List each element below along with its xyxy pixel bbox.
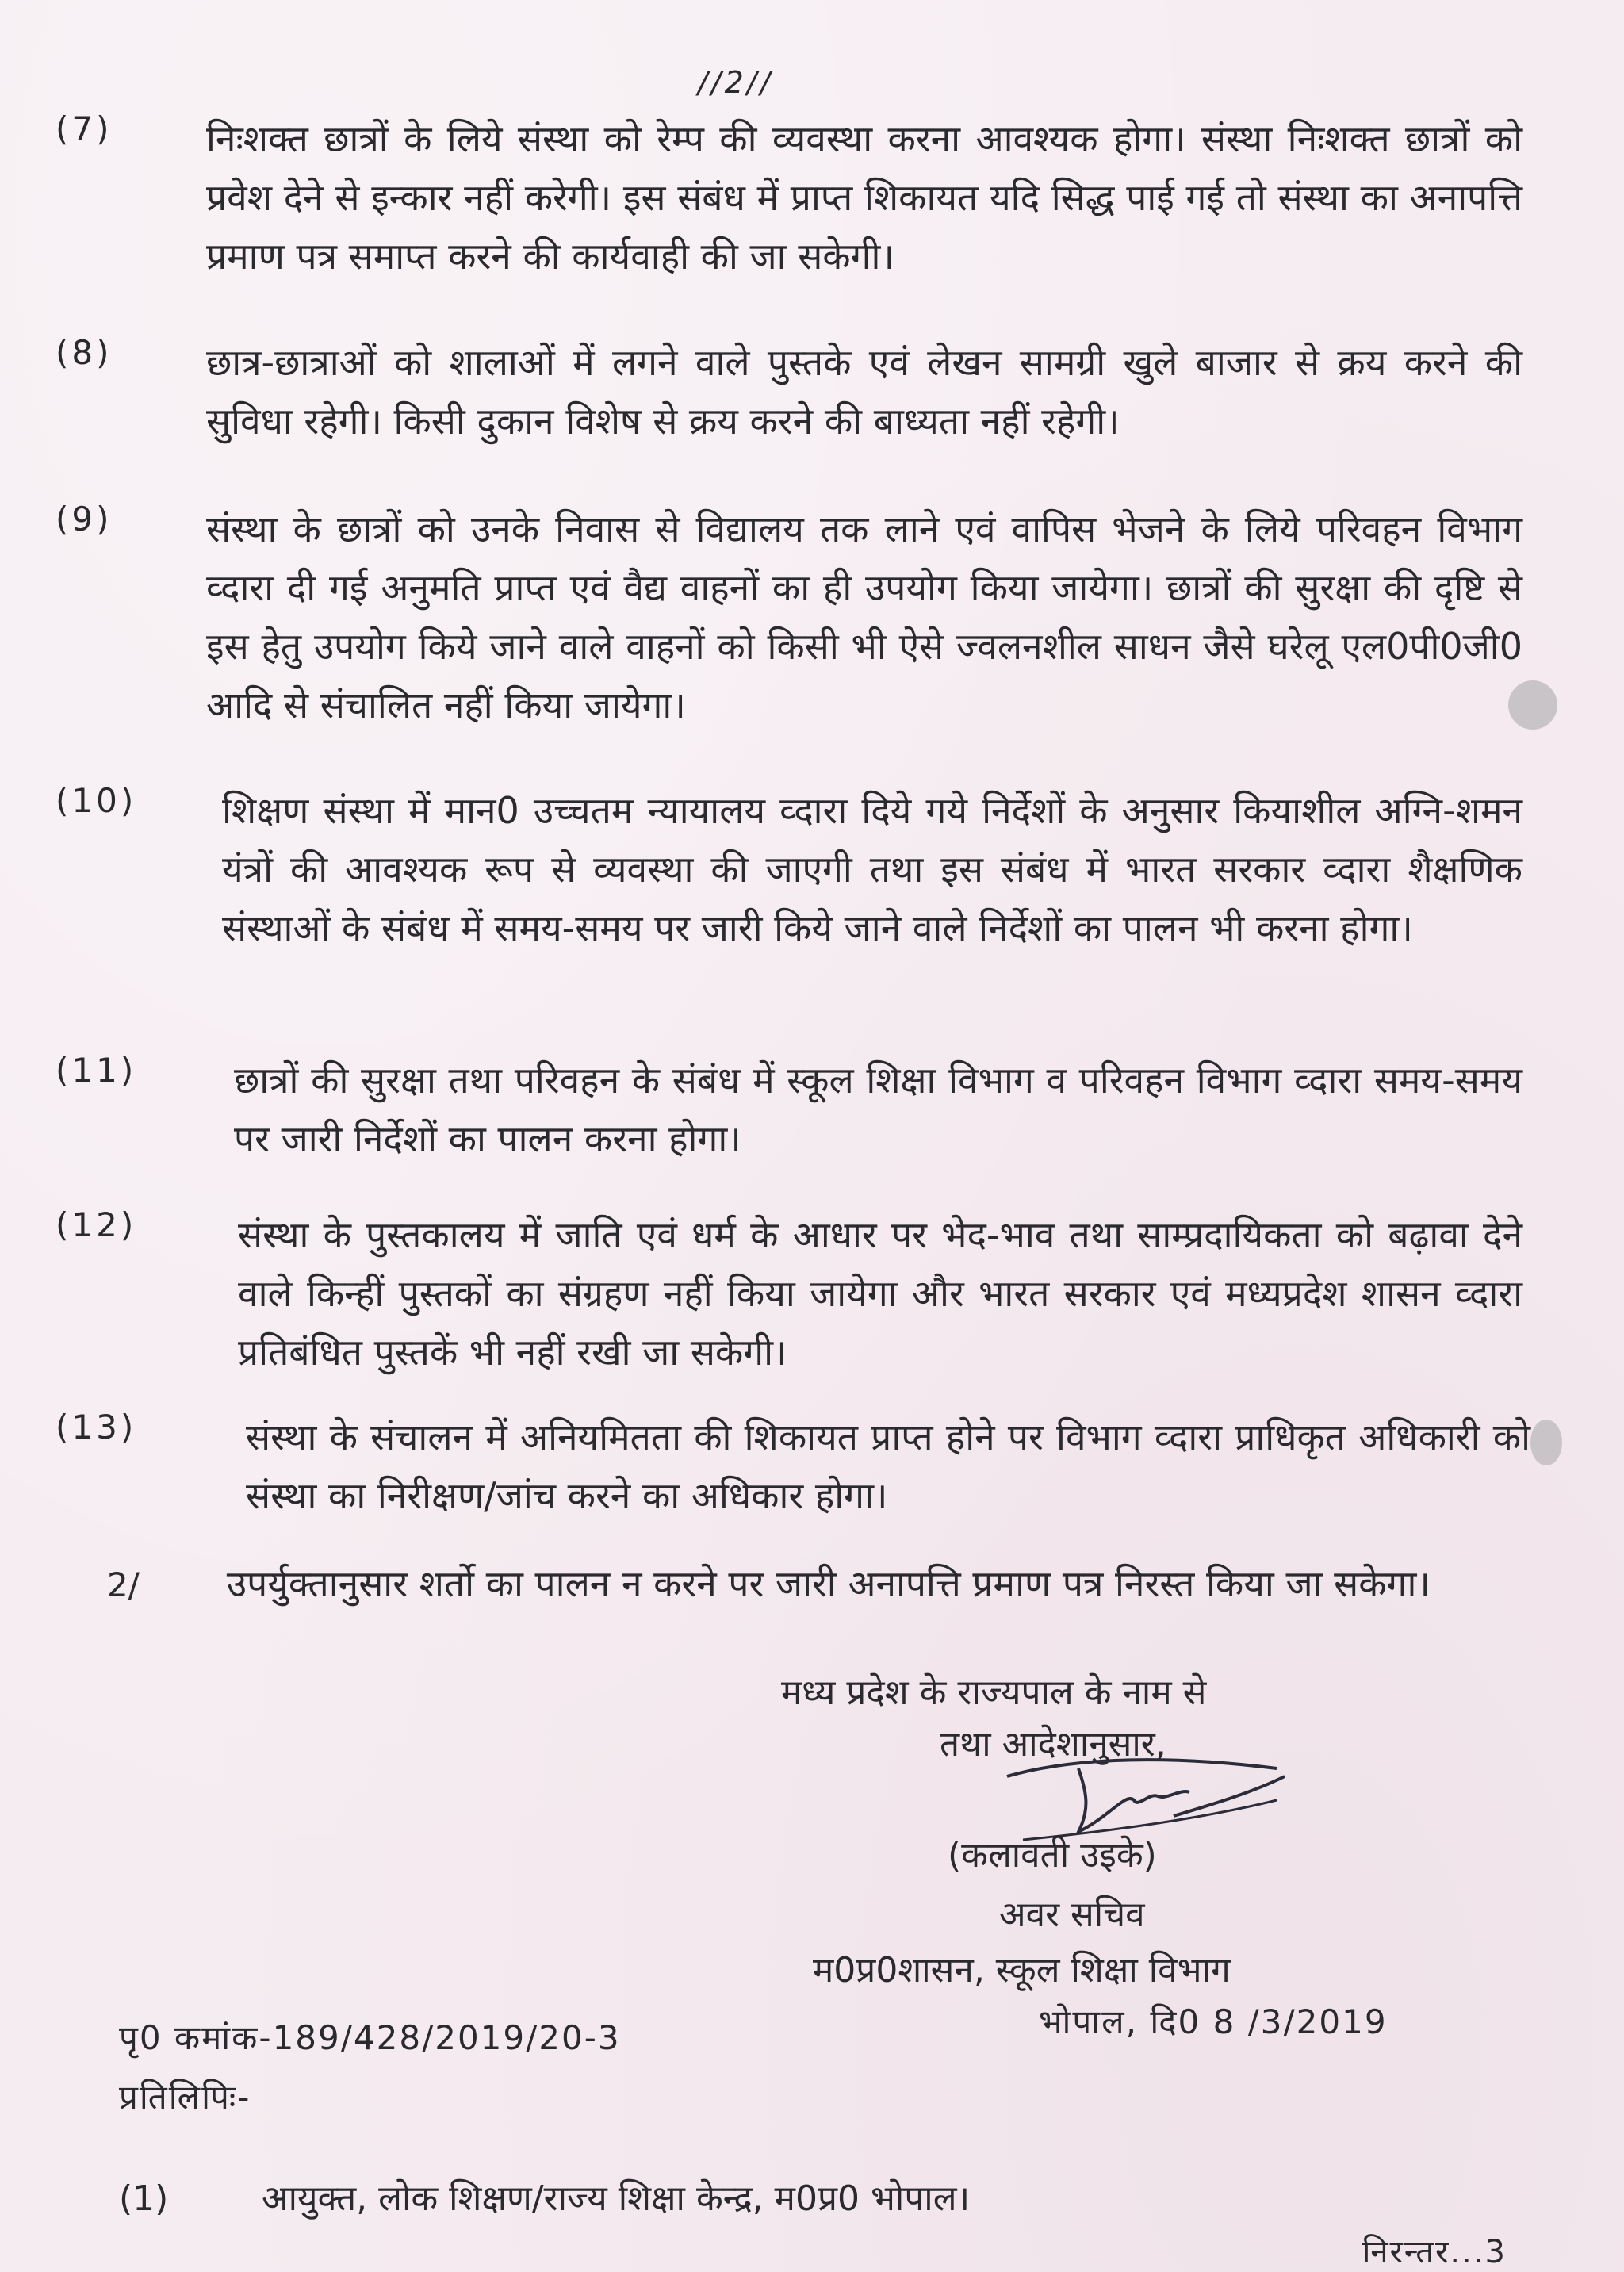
copy-to-item-1 bbox=[119, 2173, 970, 2220]
signatory-line-1: मध्य प्रदेश के राज्यपाल के नाम से bbox=[781, 1672, 1207, 1713]
item-text: छात्रों की सुरक्षा तथा परिवहन के संबंध में स्कूल शिक्षा विभाग व परिवहन विभाग व्दारा समय-समय पर जारी निर्देशों का पालन करना होगा। bbox=[234, 1059, 1522, 1160]
paragraph-2 bbox=[107, 1554, 1503, 1615]
signatory-name: (कलावती उइके) bbox=[948, 1835, 1157, 1875]
item-number: (10) bbox=[56, 781, 137, 820]
item-number: (8) bbox=[56, 333, 113, 372]
place-date: भोपाल, दि0 8 /3/2019 bbox=[1039, 2002, 1388, 2041]
item-text: संस्था के संचालन में अनियमितता की शिकायत प्राप्त होने पर विभाग व्दारा प्राधिकृत अधिकारी को संस्था का निरीक्षण/जांच करने का अधिकार होगा। bbox=[246, 1416, 1530, 1517]
item-text: संस्था के छात्रों को उनके निवास से विद्यालय तक लाने एवं वापिस भेजने के लिये परिवहन विभाग व्दारा दी गई अनुमति प्राप्त एवं वैद्य वाहनों का ही उपयोग किया जायेगा। छात्रों की सुरक्षा की दृष्टि से इस हेतु उपयोग किये जाने वाले वाहनों को किसी भी ऐसे ज्वलनशील साधन जैसे घरेलू एल0पी0जी0 आदि से संचालित नहीं किया जायेगा। bbox=[206, 508, 1522, 726]
punch-hole-mark bbox=[1508, 680, 1557, 730]
signatory-designation: अवर सचिव bbox=[999, 1895, 1145, 1935]
item-text: निःशक्त छात्रों के लिये संस्था को रेम्प की व्यवस्था करना आवश्यक होगा। संस्था निःशक्त छात्रों को प्रवेश देने से इन्कार नहीं करेगी। इस संबंध में प्राप्त शिकायत यदि सिद्ध पाई गई तो संस्था का अनापत्ति प्रमाण पत्र समाप्त करने की कार्यवाही की जा सकेगी। bbox=[206, 117, 1522, 278]
continued-marker: निरन्तर...3 bbox=[1362, 2234, 1507, 2270]
item-number: (12) bbox=[56, 1205, 137, 1244]
item-text: शिक्षण संस्था में मान0 उच्चतम न्यायालय व्दारा दिये गये निर्देशों के अनुसार कियाशील अग्नि-शमन यंत्रों की आवश्यक रूप से व्यवस्था की जाएगी तथा इस संबंध में भारत सरकार व्दारा शैक्षणिक संस्थाओं के संबंध में समय-समय पर जारी किये जाने वाले निर्देशों का पालन भी करना होगा। bbox=[222, 789, 1522, 949]
copy-to-heading: प्रतिलिपिः- bbox=[119, 2078, 251, 2117]
item-number: (11) bbox=[56, 1051, 137, 1090]
item-text: छात्र-छात्राओं को शालाओं में लगने वाले पुस्तके एवं लेखन सामग्री खुले बाजार से क्रय करने की सुविधा रहेगी। किसी दुकान विशेष से क्रय करने की बाध्यता नहीं रहेगी। bbox=[206, 341, 1522, 443]
paragraph-number: 2/ bbox=[107, 1565, 140, 1604]
endorsement-number: पृ0 कमांक-189/428/2019/20-3 bbox=[119, 2018, 621, 2057]
signatory-office: म0प्र0शासन, स्कूल शिक्षा विभाग bbox=[813, 1950, 1231, 1990]
item-text: संस्था के पुस्तकालय में जाति एवं धर्म के आधार पर भेद-भाव तथा साम्प्रदायिकता को बढ़ावा देने वाले किन्हीं पुस्तकों का संग्रहण नहीं किया जायेगा और भारत सरकार एवं मध्यप्रदेश शासन व्दारा प्रतिबंधित पुस्तकें भी नहीं रखी जा सकेगी। bbox=[238, 1213, 1522, 1374]
punch-hole-mark bbox=[1530, 1420, 1562, 1465]
item-number: (13) bbox=[56, 1408, 137, 1446]
page-number: //2// bbox=[698, 65, 774, 100]
copy-item-text: आयुक्त, लोक शिक्षण/राज्य शिक्षा केन्द्र, म0प्र0 भोपाल। bbox=[262, 2178, 971, 2219]
paragraph-text: उपर्युक्तानुसार शर्तो का पालन न करने पर जारी अनापत्ति प्रमाण पत्र निरस्त किया जा सकेगा। bbox=[226, 1562, 1431, 1605]
item-number: (9) bbox=[56, 500, 113, 538]
item-number: (7) bbox=[56, 109, 113, 148]
signatory-line-2: तथा आदेशानुसार, bbox=[940, 1724, 1166, 1764]
copy-item-number: (1) bbox=[119, 2178, 169, 2219]
